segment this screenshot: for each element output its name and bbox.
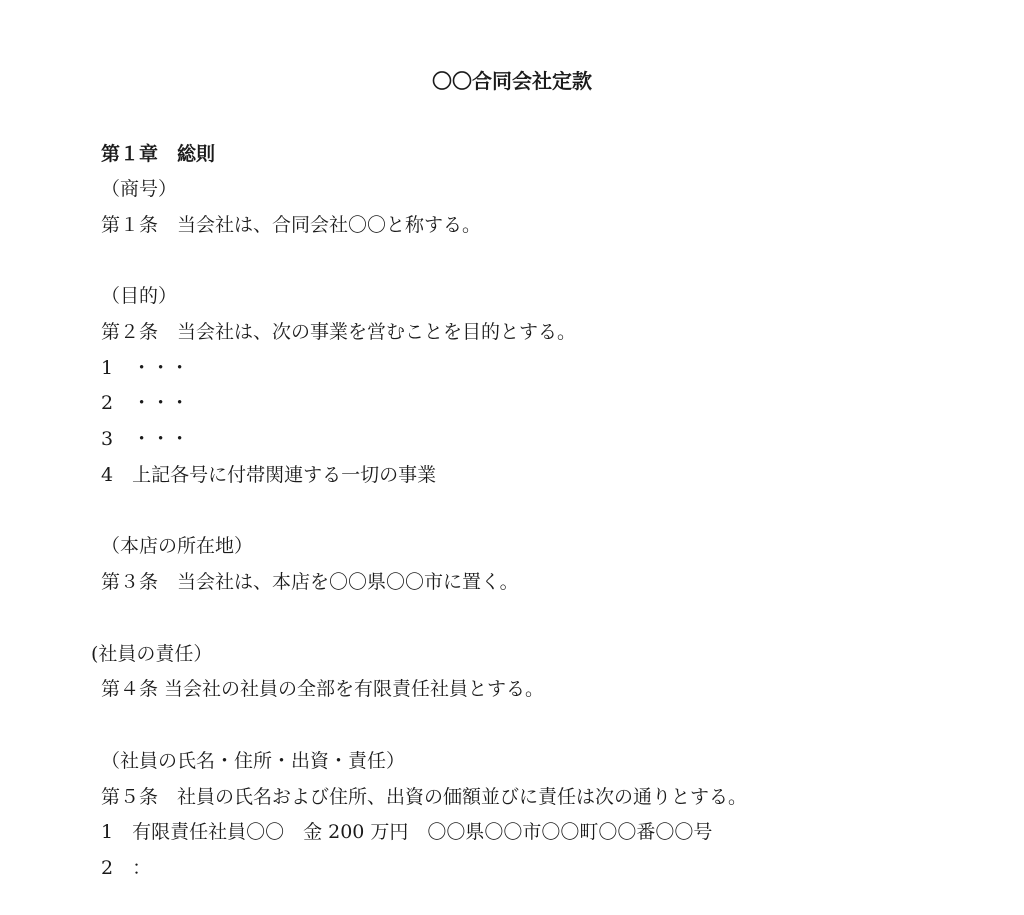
article-2-item-4: 4 上記各号に付帯関連する一切の事業 bbox=[101, 464, 437, 486]
article-4-caption: (社員の責任） bbox=[91, 643, 213, 665]
article-2-caption: （目的） bbox=[101, 285, 178, 307]
article-2-item-3: 3 ・・・ bbox=[101, 428, 190, 450]
chapter-1-heading: 第１章 総則 bbox=[101, 143, 216, 165]
article-5-text: 第５条 社員の氏名および住所、出資の価額並びに責任は次の通りとする。 bbox=[101, 786, 748, 808]
document-title: 〇〇合同会社定款 bbox=[432, 69, 592, 93]
article-3-text: 第３条 当会社は、本店を〇〇県〇〇市に置く。 bbox=[101, 571, 519, 593]
article-5-item-2: 2 ： bbox=[101, 857, 152, 879]
article-2-item-2: 2 ・・・ bbox=[101, 392, 190, 414]
article-5-caption: （社員の氏名・住所・出資・責任） bbox=[101, 750, 406, 772]
article-5-item-1: 1 有限責任社員〇〇 金 200 万円 〇〇県〇〇市〇〇町〇〇番〇〇号 bbox=[101, 821, 713, 843]
article-2-item-1: 1 ・・・ bbox=[101, 357, 190, 379]
article-3-caption: （本店の所在地） bbox=[101, 535, 254, 557]
article-2-text: 第２条 当会社は、次の事業を営むことを目的とする。 bbox=[101, 321, 577, 343]
article-1-caption: （商号） bbox=[101, 178, 178, 200]
article-4-text: 第４条 当会社の社員の全部を有限責任社員とする。 bbox=[101, 678, 545, 700]
article-1-text: 第１条 当会社は、合同会社〇〇と称する。 bbox=[101, 214, 482, 236]
